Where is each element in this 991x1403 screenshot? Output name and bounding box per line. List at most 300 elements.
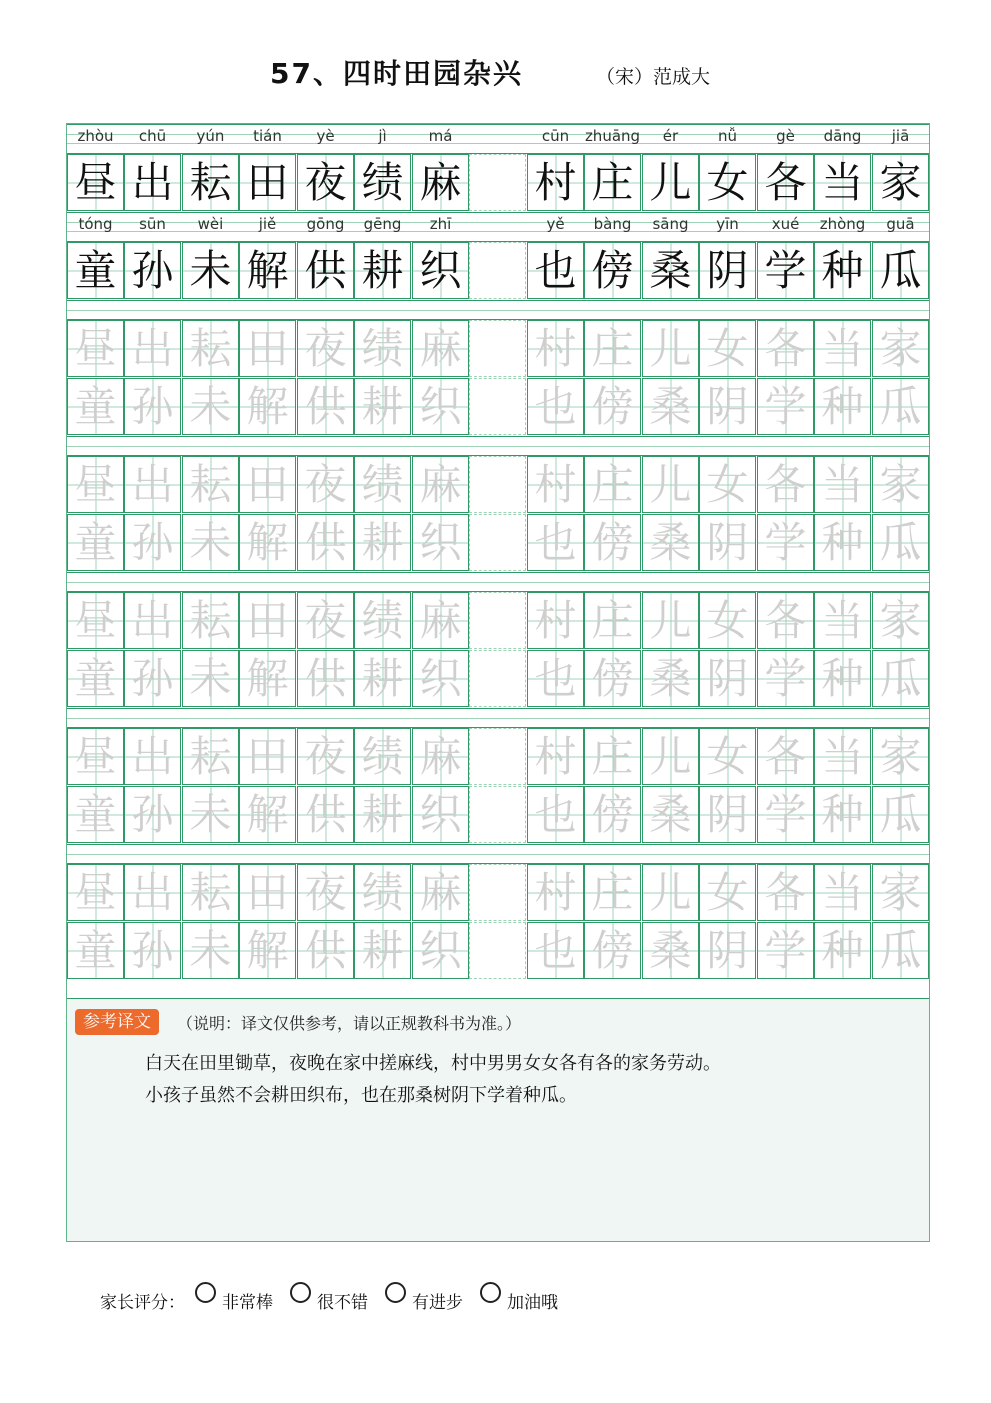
- trace-character: 耕: [361, 518, 404, 567]
- trace-character: 家: [879, 868, 922, 917]
- grid-cell[interactable]: [239, 922, 296, 979]
- grid-cell[interactable]: [642, 514, 699, 571]
- tracing-row: [67, 320, 929, 377]
- blank-cell[interactable]: [469, 378, 526, 435]
- grid-cell[interactable]: [182, 378, 239, 435]
- trace-character: 学: [764, 790, 807, 839]
- trace-character: 麻: [419, 460, 462, 509]
- grid-cell[interactable]: [297, 514, 354, 571]
- pinyin-label: ér: [662, 127, 679, 145]
- model-character: 夜: [304, 158, 347, 207]
- pinyin-label: zhī: [429, 215, 452, 233]
- tracing-row: [67, 592, 929, 649]
- grid-cell[interactable]: [412, 514, 469, 571]
- trace-character: [470, 865, 525, 920]
- grid-cell[interactable]: [354, 378, 411, 435]
- trace-character: 织: [419, 518, 462, 567]
- grid-cell[interactable]: [182, 320, 239, 377]
- grid-cell[interactable]: [124, 786, 181, 843]
- grid-cell[interactable]: [814, 320, 871, 377]
- blank-cell[interactable]: [469, 650, 526, 707]
- grid-cell[interactable]: [412, 378, 469, 435]
- pinyin-label: dāng: [823, 127, 862, 145]
- grid-cell: [872, 154, 929, 211]
- grid-cell[interactable]: [354, 728, 411, 785]
- pinyin-label: zhuāng: [584, 127, 641, 145]
- grid-cell[interactable]: [814, 864, 871, 921]
- grid-cell[interactable]: [642, 592, 699, 649]
- model-character: 绩: [361, 158, 404, 207]
- translation-box: [67, 998, 929, 1241]
- trace-character: 耘: [189, 324, 232, 373]
- grid-cell[interactable]: [239, 456, 296, 513]
- trace-character: 织: [419, 790, 462, 839]
- grid-cell[interactable]: [527, 922, 584, 979]
- grid-cell[interactable]: [699, 922, 756, 979]
- trace-character: 未: [189, 382, 232, 431]
- grid-cell[interactable]: [354, 514, 411, 571]
- grid-cell[interactable]: [297, 728, 354, 785]
- trace-character: 桑: [649, 382, 692, 431]
- trace-character: 当: [821, 868, 864, 917]
- trace-character: 田: [246, 596, 289, 645]
- grid-cell[interactable]: [872, 786, 929, 843]
- grid-cell[interactable]: [642, 650, 699, 707]
- trace-character: 出: [131, 460, 174, 509]
- trace-character: 昼: [74, 324, 117, 373]
- spacer-row: [67, 572, 929, 592]
- trace-character: 未: [189, 518, 232, 567]
- grid-cell[interactable]: [699, 864, 756, 921]
- grid-cell[interactable]: [239, 650, 296, 707]
- grid-cell[interactable]: [699, 378, 756, 435]
- grid-cell[interactable]: [67, 514, 124, 571]
- grid-cell[interactable]: [699, 786, 756, 843]
- grid-cell: [182, 242, 239, 299]
- trace-character: 未: [189, 654, 232, 703]
- trace-character: 供: [304, 654, 347, 703]
- pinyin-label: yīn: [716, 215, 739, 233]
- trace-character: 织: [419, 382, 462, 431]
- grid-cell[interactable]: [699, 592, 756, 649]
- blank-cell[interactable]: [469, 592, 526, 649]
- grid-cell[interactable]: [182, 864, 239, 921]
- grid-cell[interactable]: [699, 514, 756, 571]
- grid-cell[interactable]: [872, 514, 929, 571]
- grid-cell[interactable]: [297, 922, 354, 979]
- grid-cell[interactable]: [584, 922, 641, 979]
- grid-cell[interactable]: [182, 514, 239, 571]
- trace-character: 耕: [361, 654, 404, 703]
- grid-cell[interactable]: [412, 456, 469, 513]
- grid-cell[interactable]: [642, 728, 699, 785]
- grid-cell[interactable]: [297, 320, 354, 377]
- grid-cell[interactable]: [757, 378, 814, 435]
- grid-cell[interactable]: [354, 922, 411, 979]
- grid-cell[interactable]: [182, 650, 239, 707]
- translation-line-1: 白天在田里锄草，夜晚在家中搓麻线，村中男男女女各有各的家务劳动。: [145, 1053, 721, 1074]
- pinyin-label: tóng: [78, 215, 113, 233]
- grid-cell: [584, 242, 641, 299]
- trace-character: 家: [879, 596, 922, 645]
- model-character: 耘: [189, 158, 232, 207]
- grid-cell[interactable]: [354, 320, 411, 377]
- grid-cell[interactable]: [239, 728, 296, 785]
- model-character: 孙: [131, 246, 174, 295]
- practice-sheet: [66, 123, 930, 1242]
- trace-character: 绩: [361, 460, 404, 509]
- grid-cell[interactable]: [584, 728, 641, 785]
- grid-cell[interactable]: [757, 922, 814, 979]
- grid-cell[interactable]: [182, 922, 239, 979]
- grid-cell[interactable]: [584, 378, 641, 435]
- trace-character: 未: [189, 790, 232, 839]
- pinyin-label: zhòng: [819, 215, 866, 233]
- radio-circle-icon[interactable]: [480, 1282, 501, 1303]
- trace-character: 种: [821, 926, 864, 975]
- trace-character: 麻: [419, 324, 462, 373]
- grid-cell[interactable]: [297, 786, 354, 843]
- grid-cell[interactable]: [354, 592, 411, 649]
- grid-cell[interactable]: [584, 864, 641, 921]
- grid-cell[interactable]: [67, 650, 124, 707]
- model-character: [470, 155, 525, 210]
- trace-character: 供: [304, 926, 347, 975]
- trace-character: 田: [246, 868, 289, 917]
- pinyin-label: gēng: [363, 215, 402, 233]
- grid-cell[interactable]: [297, 456, 354, 513]
- grid-cell: [239, 154, 296, 211]
- blank-cell[interactable]: [469, 320, 526, 377]
- rating-label: 家长评分：: [100, 1293, 185, 1313]
- trace-character: [470, 515, 525, 570]
- grid-cell[interactable]: [814, 786, 871, 843]
- grid-cell[interactable]: [124, 650, 181, 707]
- grid-cell: [239, 242, 296, 299]
- grid-cell[interactable]: [297, 592, 354, 649]
- trace-character: 供: [304, 382, 347, 431]
- tracing-row: [67, 456, 929, 513]
- model-character: 未: [189, 246, 232, 295]
- grid-cell[interactable]: [124, 320, 181, 377]
- trace-character: 孙: [131, 382, 174, 431]
- grid-cell[interactable]: [67, 456, 124, 513]
- grid-cell[interactable]: [412, 786, 469, 843]
- pinyin-label: yún: [196, 127, 225, 145]
- model-character: 解: [246, 246, 289, 295]
- grid-cell[interactable]: [814, 456, 871, 513]
- grid-cell[interactable]: [527, 728, 584, 785]
- grid-cell: [699, 154, 756, 211]
- grid-cell[interactable]: [412, 728, 469, 785]
- trace-character: 瓜: [879, 654, 922, 703]
- grid-cell[interactable]: [239, 320, 296, 377]
- grid-cell[interactable]: [67, 786, 124, 843]
- blank-cell[interactable]: [469, 728, 526, 785]
- grid-cell[interactable]: [124, 456, 181, 513]
- tracing-row: [67, 728, 929, 785]
- trace-character: 家: [879, 324, 922, 373]
- grid-cell: [297, 242, 354, 299]
- trace-character: 阴: [706, 382, 749, 431]
- grid-cell[interactable]: [239, 378, 296, 435]
- grid-cell[interactable]: [584, 786, 641, 843]
- trace-character: 瓜: [879, 382, 922, 431]
- grid-cell[interactable]: [872, 864, 929, 921]
- blank-cell[interactable]: [469, 456, 526, 513]
- grid-cell[interactable]: [354, 864, 411, 921]
- trace-character: 儿: [649, 460, 692, 509]
- pinyin-label: bàng: [593, 215, 632, 233]
- blank-cell[interactable]: [469, 864, 526, 921]
- trace-character: 出: [131, 732, 174, 781]
- grid-cell[interactable]: [527, 378, 584, 435]
- trace-character: 女: [706, 732, 749, 781]
- grid-cell[interactable]: [412, 650, 469, 707]
- grid-cell: [757, 242, 814, 299]
- grid-cell[interactable]: [124, 514, 181, 571]
- trace-character: 阴: [706, 926, 749, 975]
- radio-circle-icon[interactable]: [385, 1282, 406, 1303]
- grid-cell[interactable]: [872, 728, 929, 785]
- grid-cell[interactable]: [527, 786, 584, 843]
- trace-character: 孙: [131, 790, 174, 839]
- grid-cell[interactable]: [757, 514, 814, 571]
- grid-cell[interactable]: [584, 592, 641, 649]
- grid-cell[interactable]: [239, 592, 296, 649]
- trace-character: 孙: [131, 926, 174, 975]
- trace-character: 种: [821, 518, 864, 567]
- grid-cell[interactable]: [67, 320, 124, 377]
- trace-character: 童: [74, 518, 117, 567]
- model-character: 桑: [649, 246, 692, 295]
- grid-cell[interactable]: [757, 786, 814, 843]
- pinyin-label: wèi: [197, 215, 224, 233]
- rating-option-label: 很不错: [317, 1293, 368, 1313]
- grid-cell[interactable]: [124, 922, 181, 979]
- trace-character: 当: [821, 324, 864, 373]
- grid-cell[interactable]: [124, 592, 181, 649]
- trace-character: 各: [764, 596, 807, 645]
- trace-character: 家: [879, 732, 922, 781]
- trace-character: 昼: [74, 868, 117, 917]
- grid-cell[interactable]: [354, 786, 411, 843]
- grid-cell[interactable]: [872, 922, 929, 979]
- blank-cell[interactable]: [469, 514, 526, 571]
- trace-character: 也: [534, 790, 577, 839]
- model-character: 童: [74, 246, 117, 295]
- grid-cell[interactable]: [872, 320, 929, 377]
- grid-cell[interactable]: [124, 378, 181, 435]
- grid-cell: [814, 154, 871, 211]
- grid-cell: [527, 242, 584, 299]
- trace-character: [470, 651, 525, 706]
- trace-character: 村: [534, 460, 577, 509]
- trace-character: 瓜: [879, 790, 922, 839]
- grid-cell[interactable]: [67, 864, 124, 921]
- trace-character: 解: [246, 382, 289, 431]
- grid-cell[interactable]: [814, 378, 871, 435]
- trace-character: 麻: [419, 732, 462, 781]
- grid-cell[interactable]: [699, 728, 756, 785]
- grid-cell[interactable]: [872, 592, 929, 649]
- grid-cell[interactable]: [584, 456, 641, 513]
- trace-character: 绩: [361, 732, 404, 781]
- grid-cell[interactable]: [757, 650, 814, 707]
- translation-note: （说明：译文仅供参考，请以正规教科书为准。）: [177, 1014, 522, 1033]
- trace-character: [470, 729, 525, 784]
- grid-cell[interactable]: [642, 456, 699, 513]
- radio-circle-icon[interactable]: [195, 1282, 216, 1303]
- grid-cell[interactable]: [412, 864, 469, 921]
- trace-character: 夜: [304, 868, 347, 917]
- grid-cell[interactable]: [584, 650, 641, 707]
- trace-character: 傍: [591, 654, 634, 703]
- model-character: 学: [764, 246, 807, 295]
- grid-cell[interactable]: [124, 864, 181, 921]
- grid-cell: [814, 242, 871, 299]
- trace-character: 田: [246, 460, 289, 509]
- trace-character: 绩: [361, 596, 404, 645]
- grid-cell[interactable]: [124, 728, 181, 785]
- model-character: 出: [131, 158, 174, 207]
- pinyin-label: sāng: [652, 215, 689, 233]
- pinyin-label: jiā: [891, 127, 910, 145]
- grid-cell: [642, 242, 699, 299]
- trace-character: 女: [706, 596, 749, 645]
- grid-cell[interactable]: [182, 728, 239, 785]
- grid-cell[interactable]: [642, 378, 699, 435]
- trace-character: 村: [534, 732, 577, 781]
- grid-cell[interactable]: [297, 864, 354, 921]
- trace-character: 阴: [706, 654, 749, 703]
- grid-cell[interactable]: [814, 728, 871, 785]
- grid-cell[interactable]: [239, 786, 296, 843]
- grid-cell[interactable]: [872, 378, 929, 435]
- grid-cell[interactable]: [642, 320, 699, 377]
- tracing-row: [67, 922, 929, 979]
- grid-cell[interactable]: [527, 320, 584, 377]
- grid-cell[interactable]: [757, 592, 814, 649]
- grid-cell[interactable]: [527, 456, 584, 513]
- grid-cell[interactable]: [757, 320, 814, 377]
- trace-character: 庄: [591, 596, 634, 645]
- tracing-row: [67, 786, 929, 843]
- grid-cell[interactable]: [354, 456, 411, 513]
- grid-cell[interactable]: [67, 592, 124, 649]
- trace-character: 未: [189, 926, 232, 975]
- trace-character: 解: [246, 926, 289, 975]
- grid-cell[interactable]: [527, 650, 584, 707]
- grid-cell[interactable]: [757, 728, 814, 785]
- grid-cell: [872, 242, 929, 299]
- grid-cell[interactable]: [699, 456, 756, 513]
- grid-cell[interactable]: [584, 320, 641, 377]
- grid-cell: [124, 242, 181, 299]
- trace-character: 傍: [591, 382, 634, 431]
- trace-character: 供: [304, 790, 347, 839]
- grid-cell[interactable]: [757, 864, 814, 921]
- grid-cell[interactable]: [699, 320, 756, 377]
- spacer-row: [67, 844, 929, 864]
- trace-character: 学: [764, 382, 807, 431]
- trace-character: 也: [534, 382, 577, 431]
- trace-character: 庄: [591, 460, 634, 509]
- grid-cell[interactable]: [872, 650, 929, 707]
- grid-cell[interactable]: [872, 456, 929, 513]
- pinyin-label: chū: [138, 127, 167, 145]
- pinyin-label: zhòu: [77, 127, 114, 145]
- grid-cell[interactable]: [239, 514, 296, 571]
- grid-cell[interactable]: [814, 922, 871, 979]
- pinyin-label: jì: [378, 127, 387, 145]
- trace-character: 村: [534, 868, 577, 917]
- grid-cell: [412, 154, 469, 211]
- trace-character: 傍: [591, 518, 634, 567]
- grid-cell[interactable]: [412, 320, 469, 377]
- grid-cell[interactable]: [814, 650, 871, 707]
- model-character: 庄: [591, 158, 634, 207]
- grid-cell[interactable]: [354, 650, 411, 707]
- grid-cell[interactable]: [412, 592, 469, 649]
- radio-circle-icon[interactable]: [290, 1282, 311, 1303]
- trace-character: 女: [706, 460, 749, 509]
- blank-cell[interactable]: [469, 786, 526, 843]
- blank-cell[interactable]: [469, 922, 526, 979]
- grid-cell[interactable]: [527, 864, 584, 921]
- grid-cell[interactable]: [182, 592, 239, 649]
- grid-cell: [354, 242, 411, 299]
- grid-cell[interactable]: [642, 786, 699, 843]
- grid-cell[interactable]: [67, 922, 124, 979]
- grid-cell[interactable]: [814, 592, 871, 649]
- grid-cell[interactable]: [182, 456, 239, 513]
- pinyin-label: jiě: [258, 215, 277, 233]
- trace-character: [470, 321, 525, 376]
- grid-cell[interactable]: [699, 650, 756, 707]
- model-character: 麻: [419, 158, 462, 207]
- tracing-row: [67, 650, 929, 707]
- trace-character: 桑: [649, 518, 692, 567]
- pinyin-label: xué: [771, 215, 800, 233]
- grid-cell[interactable]: [297, 650, 354, 707]
- trace-character: 庄: [591, 324, 634, 373]
- grid-cell[interactable]: [412, 922, 469, 979]
- grid-cell[interactable]: [642, 864, 699, 921]
- grid-cell[interactable]: [67, 378, 124, 435]
- grid-cell[interactable]: [527, 592, 584, 649]
- grid-cell[interactable]: [642, 922, 699, 979]
- trace-character: 儿: [649, 868, 692, 917]
- grid-cell[interactable]: [67, 728, 124, 785]
- trace-character: 桑: [649, 654, 692, 703]
- grid-cell[interactable]: [584, 514, 641, 571]
- grid-cell[interactable]: [297, 378, 354, 435]
- trace-character: 耕: [361, 382, 404, 431]
- trace-character: 当: [821, 732, 864, 781]
- grid-cell[interactable]: [527, 514, 584, 571]
- spacer-row: [67, 436, 929, 456]
- grid-cell[interactable]: [814, 514, 871, 571]
- trace-character: 傍: [591, 790, 634, 839]
- grid-cell[interactable]: [182, 786, 239, 843]
- trace-character: 童: [74, 654, 117, 703]
- pinyin-label: yě: [546, 215, 565, 233]
- grid-cell[interactable]: [239, 864, 296, 921]
- grid-cell: [67, 154, 124, 211]
- trace-character: 出: [131, 596, 174, 645]
- grid-cell[interactable]: [757, 456, 814, 513]
